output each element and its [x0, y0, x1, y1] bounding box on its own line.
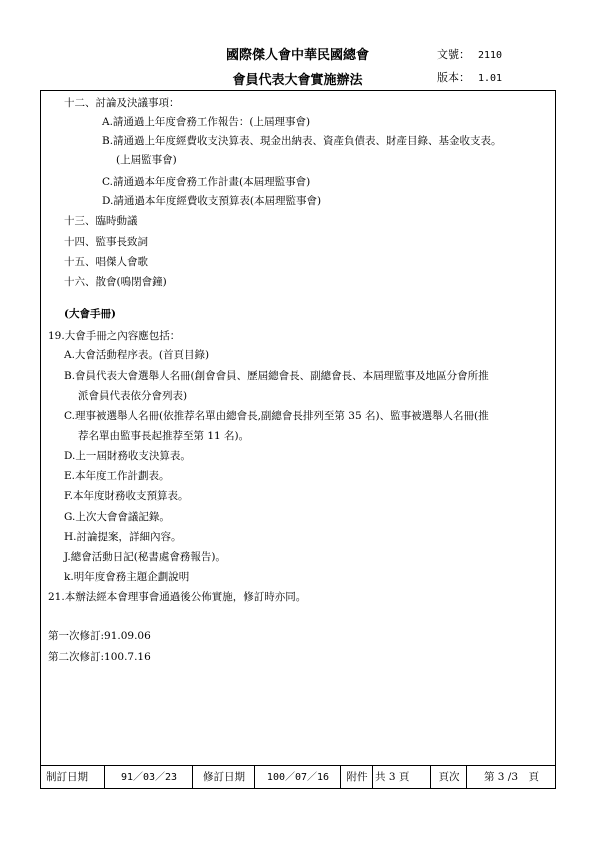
list-item-19b-cont: 派會員代表依分會列表): [78, 390, 188, 402]
list-item-19c: C.理事被選舉人名冊(依推荐名單由總會長,副總會長排列至第 35 名)、監事被選舉人名冊(推: [64, 410, 489, 422]
revision-1: 第一次修訂:91.09.06: [48, 630, 151, 642]
item-21: 21.本辦法經本會理事會通過後公佈實施，修訂時亦同。: [48, 591, 307, 603]
list-item-19a: A.大會活動程序表。(首頁目錄): [64, 349, 210, 361]
doc-number-label: 文號：: [437, 48, 470, 61]
version-label: 版本：: [437, 71, 470, 84]
footer-table: [40, 765, 556, 789]
attachment-value: 共 3 頁: [372, 766, 430, 789]
list-item-19j: J.總會活動日記(秘書處會務報告)。: [64, 551, 226, 563]
revised-date-value: 100／07／16: [254, 766, 341, 789]
section-12-heading: 十二、討論及決議事項：: [64, 97, 180, 109]
page-number: 第 3 /3 頁: [466, 766, 556, 789]
version: [437, 69, 502, 85]
list-item-12d: D.請通過本年度經費收支預算表(本屆理監事會): [102, 195, 322, 207]
list-item-12a: A.請通過上年度會務工作報告：(上屆理事會): [102, 116, 311, 128]
list-item-12b: B.請通過上年度經費收支決算表、現金出納表、資產負債表、財產目錄、基金收支表。: [102, 135, 502, 147]
revision-2: 第二次修訂:100.7.16: [48, 651, 151, 663]
list-item-19d: D.上一屆財務收支決算表。: [64, 450, 191, 462]
list-item-19h: H.討論提案，詳細內容。: [64, 531, 182, 543]
version-value: 1.01: [478, 73, 503, 84]
document-subtitle: 會員代表大會實施辦法: [232, 73, 363, 88]
list-item-19c-cont: 荐名單由監事長起推荐至第 11 名)。: [78, 430, 250, 442]
list-item-12b-cont: (上屆監事會): [116, 154, 177, 166]
list-item-19g: G.上次大會會議記錄。: [64, 511, 170, 523]
item-19: 19.大會手冊之內容應包括：: [48, 330, 181, 342]
created-date-label: 制訂日期: [46, 771, 88, 783]
section-16-heading: 十六、散會(鳴閉會鐘): [64, 276, 167, 288]
doc-number-value: 2110: [478, 50, 503, 61]
section-14-heading: 十四、監事長致詞: [64, 236, 148, 248]
list-item-19e: E.本年度工作計劃表。: [64, 470, 170, 482]
section-13-heading: 十三、臨時動議: [64, 215, 138, 227]
attachment-label: 附件: [340, 766, 373, 789]
list-item-19k: k.明年度會務主題企劃說明: [64, 571, 190, 583]
created-date-value: 91／03／23: [104, 766, 193, 789]
list-item-19f: F.本年度財務收支預算表。: [64, 490, 189, 502]
doc-number: [437, 46, 502, 62]
list-item-19b: B.會員代表大會選舉人名冊(創會會員、歷屆總會長、副總會長、本屆理監事及地區分會所推: [64, 370, 489, 382]
section-15-heading: 十五、唱傑人會歌: [64, 256, 148, 268]
list-item-12c: C.請通過本年度會務工作計畫(本屆理監事會): [102, 176, 311, 188]
page-label: 頁次: [430, 766, 467, 789]
handbook-heading: (大會手冊): [64, 308, 116, 320]
revised-date-label: 修訂日期: [192, 766, 255, 789]
document-title: 國際傑人會中華民國總會: [225, 48, 369, 63]
